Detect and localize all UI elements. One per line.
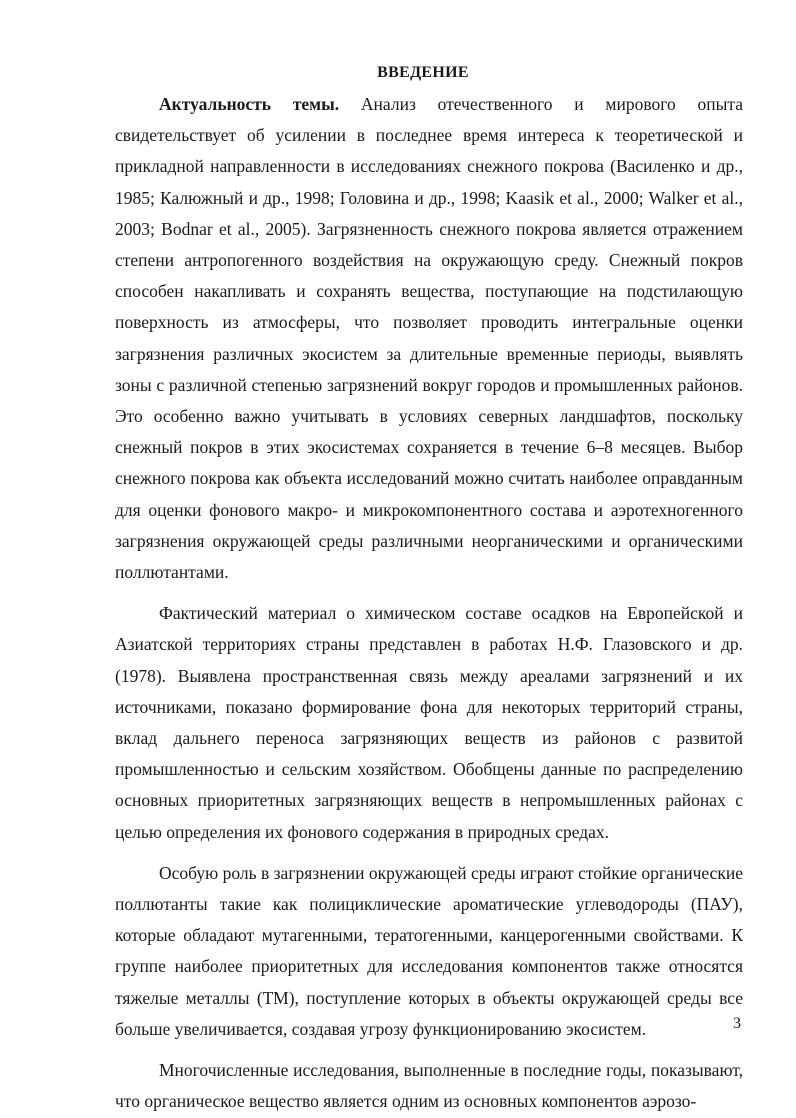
page-title: ВВЕДЕНИЕ	[377, 64, 469, 81]
paragraph-pollutants: Особую роль в загрязнении окружающей среды играют стойкие органические поллютанты такие как полициклические ароматические углеводороды (ПАУ), которые обладают мутагенными, тератогенными, канцерогенными свойствами. К группе наиболее приоритетных для исследования компонентов также относятся тяжелые металлы (ТМ), поступление которых в объекты окружающей среды все больше увеличивается, создавая угрозу функционированию экосистем.	[115, 862, 743, 1039]
paragraph-relevance	[115, 89, 743, 588]
page-number: 3	[733, 1015, 741, 1032]
paragraph-factual-material: Фактический материал о химическом составе осадков на Европейской и Азиатской территориях страны представлен в работах Н.Ф. Глазовского и др. (1978). Выявлена пространственная связь между ареалами загрязнений и их источниками, показано формирование фона для некоторых территорий страны, вклад дальнего переноса загрязняющих веществ из районов с развитой промышленностью и сельским хозяйством. Обобщены данные по распределению основных приоритетных загрязняющих веществ в непромышленных районах с целью определения их фонового содержания в природных средах.	[115, 603, 743, 842]
paragraph-lead: Актуальность темы.	[159, 94, 340, 114]
paragraph-research: Многочисленные исследования, выполненные в последние годы, показывают, что органическое вещество является одним из основных компонентов аэрозо-	[115, 1060, 743, 1112]
paragraph-text: Анализ отечественного и мирового опыта свидетельствует об усилении в последнее время интереса к теоретической и прикладной направленности в исследованиях снежного покрова (Василенко и др., 1985; Калюжный и др., 1998; Головина и др., 1998; Kaasik et al., 2000; Walker et al., 2003; Bodnar et al., 2005). Загрязненность снежного покрова является отражением степени антропогенного воздействия на окружающую среду. Снежный покров способен накапливать и сохранять вещества, поступающие на подстилающую поверхность из атмосферы, что позволяет проводить интегральные оценки загрязнения различных экосистем за длительные временные периоды, выявлять зоны с различной степенью загрязнений вокруг городов и промышленных районов. Это особенно важно учитывать в условиях северных ландшафтов, поскольку снежный покров в этих экосистемах сохраняется в течение 6–8 месяцев. Выбор снежного покрова как объекта исследований можно считать наиболее оправданным для оценки фонового макро- и микрокомпонентного состава и аэротехногенного загрязнения окружающей среды различными неорганическими и органическими поллютантами.	[115, 94, 743, 583]
body-text	[115, 89, 743, 1118]
